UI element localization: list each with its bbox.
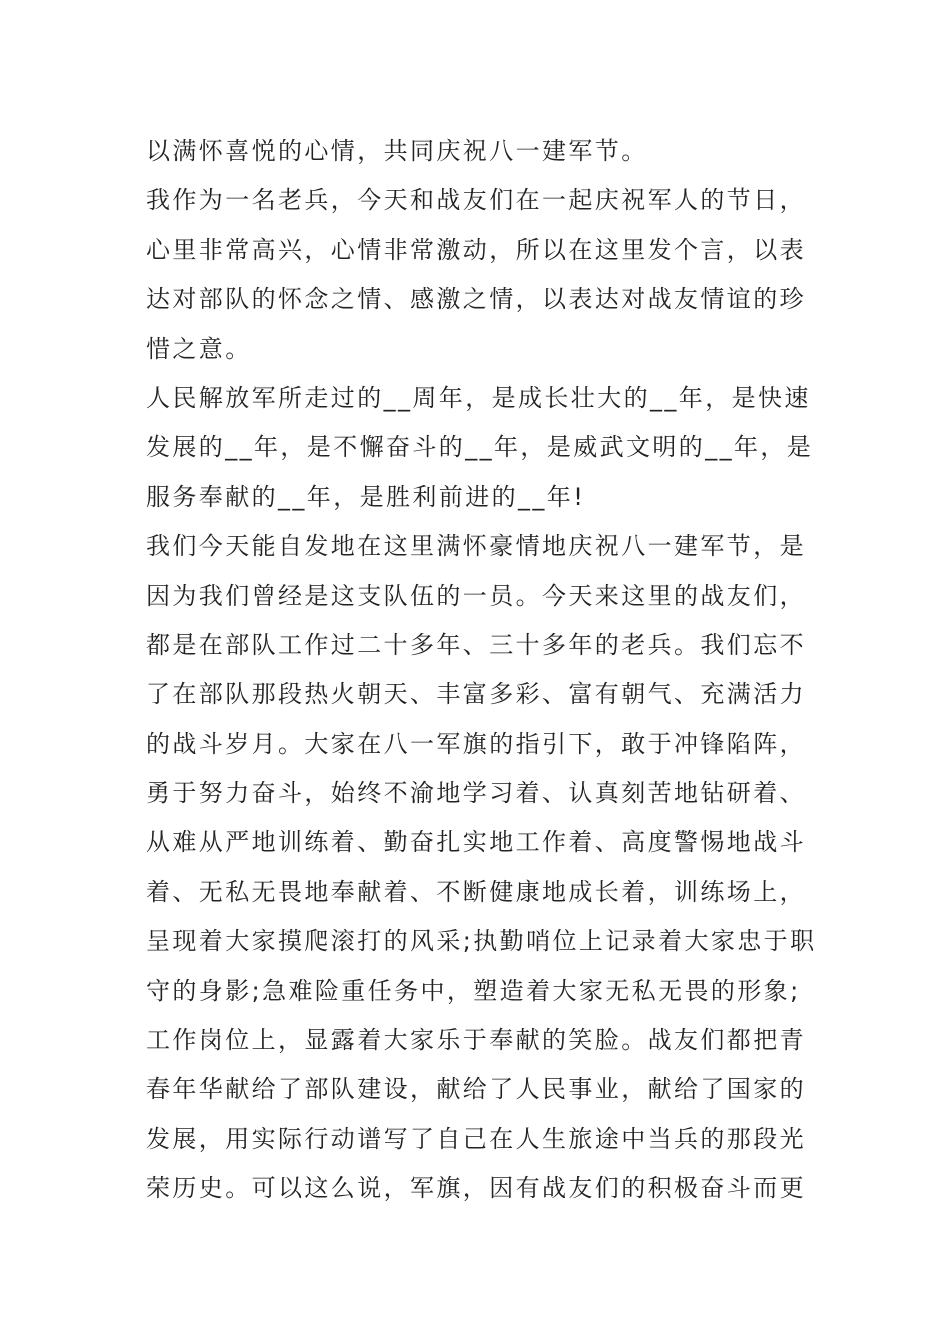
text-line: 守的身影;急难险重任务中，塑造着大家无私无畏的形象; xyxy=(146,976,801,1005)
text-line: 人民解放军所走过的__周年，是成长壮大的__年，是快速 xyxy=(146,383,811,412)
text-line: 春年华献给了部队建设，献给了人民事业，献给了国家的 xyxy=(146,1075,806,1104)
text-line: 荣历史。可以这么说，军旗，因有战友们的积极奋斗而更 xyxy=(146,1174,806,1203)
text-line: 呈现着大家摸爬滚打的风采;执勤哨位上记录着大家忠于职 xyxy=(146,927,817,956)
text-line: 发展的__年，是不懈奋斗的__年，是威武文明的__年，是 xyxy=(146,433,814,462)
text-line: 了在部队那段热火朝天、丰富多彩、富有朝气、充满活力 xyxy=(146,680,806,709)
text-line: 达对部队的怀念之情、感激之情，以表达对战友情谊的珍 xyxy=(146,285,806,314)
text-line: 勇于努力奋斗，始终不渝地学习着、认真刻苦地钻研着、 xyxy=(146,779,806,808)
text-line: 心里非常高兴，心情非常激动，所以在这里发个言，以表 xyxy=(146,235,806,264)
text-line: 都是在部队工作过二十多年、三十多年的老兵。我们忘不 xyxy=(146,630,806,659)
text-line: 从难从严地训练着、勤奋扎实地工作着、高度警惕地战斗 xyxy=(146,828,806,857)
text-line: 惜之意。 xyxy=(146,334,252,363)
body-text xyxy=(146,127,816,1214)
text-line: 服务奉献的__年，是胜利前进的__年! xyxy=(146,482,586,511)
text-line: 着、无私无畏地奉献着、不断健康地成长着，训练场上， xyxy=(146,877,806,906)
text-line: 因为我们曾经是这支队伍的一员。今天来这里的战友们， xyxy=(146,581,806,610)
text-line: 以满怀喜悦的心情，共同庆祝八一建军节。 xyxy=(146,137,648,165)
text-line: 发展，用实际行动谱写了自己在人生旅途中当兵的那段光 xyxy=(146,1124,806,1153)
text-line: 工作岗位上，显露着大家乐于奉献的笑脸。战友们都把青 xyxy=(146,1026,806,1055)
text-line: 的战斗岁月。大家在八一军旗的指引下，敢于冲锋陷阵， xyxy=(146,729,806,758)
text-line: 我们今天能自发地在这里满怀豪情地庆祝八一建军节，是 xyxy=(146,532,806,561)
text-line: 我作为一名老兵，今天和战友们在一起庆祝军人的节日， xyxy=(146,186,806,215)
